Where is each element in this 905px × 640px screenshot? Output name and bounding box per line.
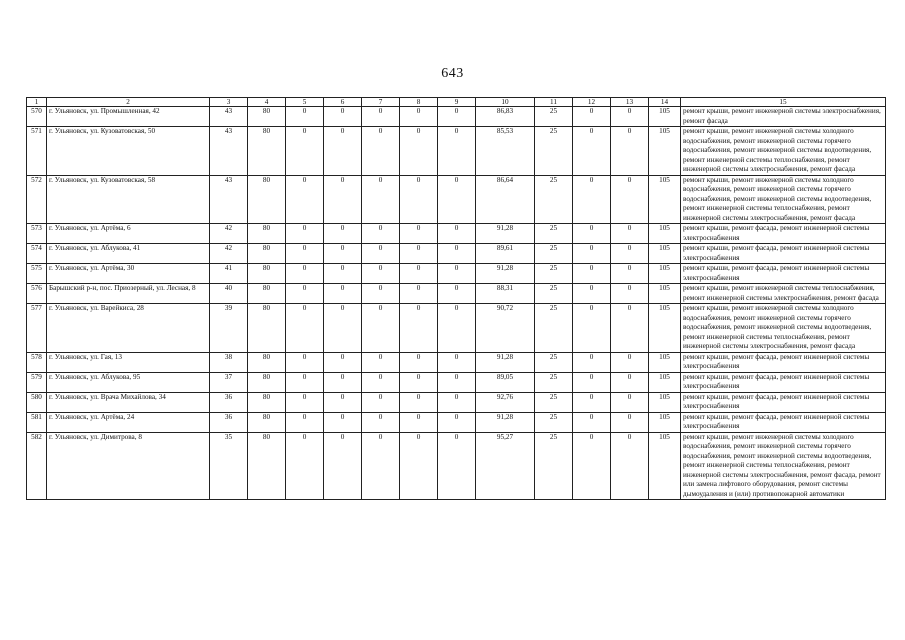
- address-cell: г. Ульяновск, ул. Аблукова, 41: [47, 244, 210, 264]
- value-cell: 0: [400, 372, 438, 392]
- value-cell: 0: [611, 284, 649, 304]
- value-cell: 80: [248, 175, 286, 224]
- value-cell: 0: [611, 372, 649, 392]
- row-number: 577: [27, 304, 47, 353]
- value-cell: 0: [324, 392, 362, 412]
- value-cell: 91,28: [476, 412, 535, 432]
- works-cell: ремонт крыши, ремонт инженерной системы холодного водоснабжения, ремонт инженерной системы горячего водоснабжения, ремонт инженерной системы водоотведения, ремонт инженерной системы теплоснабжения, ремонт инженерной системы электроснабжения, ремонт фасада, ремонт или замена лифтового оборудования, ремонт системы дымоудаления и (или) противопожарной автоматики: [681, 432, 886, 500]
- value-cell: 0: [573, 432, 611, 500]
- value-cell: 0: [438, 224, 476, 244]
- value-cell: 0: [362, 304, 400, 353]
- value-cell: 88,31: [476, 284, 535, 304]
- row-number: 580: [27, 392, 47, 412]
- repair-program-table: [26, 97, 886, 500]
- value-cell: 43: [210, 107, 248, 127]
- value-cell: 105: [649, 175, 681, 224]
- value-cell: 0: [400, 244, 438, 264]
- header-cell: 10: [476, 98, 535, 107]
- value-cell: 0: [611, 264, 649, 284]
- value-cell: 0: [362, 372, 400, 392]
- address-cell: г. Ульяновск, ул. Врача Михайлова, 34: [47, 392, 210, 412]
- value-cell: 0: [438, 412, 476, 432]
- row-number: 573: [27, 224, 47, 244]
- table-row: [27, 224, 886, 244]
- value-cell: 0: [324, 284, 362, 304]
- works-cell: ремонт крыши, ремонт фасада, ремонт инженерной системы электроснабжения: [681, 412, 886, 432]
- row-number: 579: [27, 372, 47, 392]
- header-cell: 7: [362, 98, 400, 107]
- value-cell: 36: [210, 412, 248, 432]
- value-cell: 0: [324, 432, 362, 500]
- value-cell: 37: [210, 372, 248, 392]
- value-cell: 0: [362, 432, 400, 500]
- value-cell: 105: [649, 352, 681, 372]
- value-cell: 25: [535, 107, 573, 127]
- value-cell: 80: [248, 432, 286, 500]
- value-cell: 0: [286, 127, 324, 176]
- value-cell: 0: [286, 392, 324, 412]
- value-cell: 0: [438, 127, 476, 176]
- value-cell: 25: [535, 284, 573, 304]
- value-cell: 0: [324, 224, 362, 244]
- header-cell: 12: [573, 98, 611, 107]
- value-cell: 0: [324, 352, 362, 372]
- value-cell: 25: [535, 372, 573, 392]
- value-cell: 0: [573, 372, 611, 392]
- table-row: [27, 264, 886, 284]
- header-cell: 1: [27, 98, 47, 107]
- table-body: [27, 107, 886, 500]
- header-cell: 14: [649, 98, 681, 107]
- value-cell: 43: [210, 127, 248, 176]
- row-number: 571: [27, 127, 47, 176]
- value-cell: 0: [286, 264, 324, 284]
- row-number: 578: [27, 352, 47, 372]
- value-cell: 0: [286, 432, 324, 500]
- value-cell: 39: [210, 304, 248, 353]
- address-cell: г. Ульяновск, ул. Промышленная, 42: [47, 107, 210, 127]
- value-cell: 0: [573, 127, 611, 176]
- value-cell: 0: [611, 224, 649, 244]
- table-row: [27, 304, 886, 353]
- value-cell: 0: [362, 107, 400, 127]
- value-cell: 0: [438, 304, 476, 353]
- value-cell: 80: [248, 264, 286, 284]
- header-cell: 3: [210, 98, 248, 107]
- row-number: 581: [27, 412, 47, 432]
- address-cell: г. Ульяновск, ул. Аблукова, 95: [47, 372, 210, 392]
- value-cell: 0: [400, 352, 438, 372]
- value-cell: 0: [438, 107, 476, 127]
- value-cell: 86,64: [476, 175, 535, 224]
- value-cell: 92,76: [476, 392, 535, 412]
- value-cell: 0: [400, 175, 438, 224]
- value-cell: 80: [248, 352, 286, 372]
- address-cell: г. Ульяновск, ул. Димитрова, 8: [47, 432, 210, 500]
- page-number: 643: [441, 66, 464, 81]
- value-cell: 0: [573, 284, 611, 304]
- value-cell: 80: [248, 304, 286, 353]
- value-cell: 0: [324, 175, 362, 224]
- value-cell: 0: [362, 224, 400, 244]
- value-cell: 0: [573, 244, 611, 264]
- value-cell: 35: [210, 432, 248, 500]
- value-cell: 25: [535, 412, 573, 432]
- value-cell: 0: [324, 244, 362, 264]
- value-cell: 0: [438, 284, 476, 304]
- value-cell: 42: [210, 244, 248, 264]
- value-cell: 90,72: [476, 304, 535, 353]
- value-cell: 0: [438, 392, 476, 412]
- value-cell: 0: [324, 264, 362, 284]
- value-cell: 0: [286, 352, 324, 372]
- value-cell: 80: [248, 372, 286, 392]
- header-cell: 4: [248, 98, 286, 107]
- value-cell: 0: [400, 432, 438, 500]
- address-cell: г. Ульяновск, ул. Варейкиса, 28: [47, 304, 210, 353]
- value-cell: 0: [611, 392, 649, 412]
- works-cell: ремонт крыши, ремонт фасада, ремонт инженерной системы электроснабжения: [681, 244, 886, 264]
- value-cell: 25: [535, 224, 573, 244]
- value-cell: 0: [362, 412, 400, 432]
- row-number: 570: [27, 107, 47, 127]
- value-cell: 80: [248, 127, 286, 176]
- value-cell: 0: [400, 264, 438, 284]
- value-cell: 105: [649, 304, 681, 353]
- row-number: 576: [27, 284, 47, 304]
- value-cell: 105: [649, 107, 681, 127]
- value-cell: 105: [649, 372, 681, 392]
- value-cell: 0: [573, 412, 611, 432]
- value-cell: 0: [362, 244, 400, 264]
- value-cell: 105: [649, 224, 681, 244]
- table-row: [27, 244, 886, 264]
- value-cell: 0: [286, 224, 324, 244]
- value-cell: 105: [649, 244, 681, 264]
- value-cell: 91,28: [476, 224, 535, 244]
- value-cell: 25: [535, 264, 573, 284]
- value-cell: 0: [611, 127, 649, 176]
- value-cell: 0: [286, 284, 324, 304]
- value-cell: 0: [286, 175, 324, 224]
- table-row: [27, 107, 886, 127]
- works-cell: ремонт крыши, ремонт инженерной системы теплоснабжения, ремонт инженерной системы электроснабжения, ремонт фасада: [681, 284, 886, 304]
- value-cell: 91,28: [476, 264, 535, 284]
- value-cell: 0: [611, 175, 649, 224]
- works-cell: ремонт крыши, ремонт инженерной системы электроснабжения, ремонт фасада: [681, 107, 886, 127]
- value-cell: 105: [649, 284, 681, 304]
- address-cell: г. Ульяновск, ул. Кузоватовская, 58: [47, 175, 210, 224]
- table-row: [27, 412, 886, 432]
- value-cell: 0: [573, 107, 611, 127]
- value-cell: 40: [210, 284, 248, 304]
- value-cell: 42: [210, 224, 248, 244]
- value-cell: 0: [438, 264, 476, 284]
- value-cell: 0: [400, 284, 438, 304]
- value-cell: 80: [248, 224, 286, 244]
- address-cell: г. Ульяновск, ул. Гая, 13: [47, 352, 210, 372]
- works-cell: ремонт крыши, ремонт фасада, ремонт инженерной системы электроснабжения: [681, 264, 886, 284]
- value-cell: 80: [248, 392, 286, 412]
- value-cell: 105: [649, 412, 681, 432]
- works-cell: ремонт крыши, ремонт фасада, ремонт инженерной системы электроснабжения: [681, 392, 886, 412]
- value-cell: 43: [210, 175, 248, 224]
- value-cell: 25: [535, 175, 573, 224]
- works-cell: ремонт крыши, ремонт инженерной системы холодного водоснабжения, ремонт инженерной системы горячего водоснабжения, ремонт инженерной системы водоотведения, ремонт инженерной системы теплоснабжения, ремонт инженерной системы электроснабжения, ремонт фасада: [681, 304, 886, 353]
- value-cell: 0: [400, 304, 438, 353]
- value-cell: 0: [362, 264, 400, 284]
- row-number: 572: [27, 175, 47, 224]
- value-cell: 0: [400, 392, 438, 412]
- works-cell: ремонт крыши, ремонт фасада, ремонт инженерной системы электроснабжения: [681, 372, 886, 392]
- value-cell: 36: [210, 392, 248, 412]
- address-cell: г. Ульяновск, ул. Артёма, 24: [47, 412, 210, 432]
- address-cell: Барышский р-н, пос. Приозерный, ул. Лесная, 8: [47, 284, 210, 304]
- works-cell: ремонт крыши, ремонт инженерной системы холодного водоснабжения, ремонт инженерной системы горячего водоснабжения, ремонт инженерной системы водоотведения, ремонт инженерной системы теплоснабжения, ремонт инженерной системы электроснабжения, ремонт фасада: [681, 175, 886, 224]
- value-cell: 91,28: [476, 352, 535, 372]
- table-row: [27, 392, 886, 412]
- value-cell: 0: [611, 244, 649, 264]
- value-cell: 0: [573, 175, 611, 224]
- value-cell: 0: [400, 224, 438, 244]
- works-cell: ремонт крыши, ремонт фасада, ремонт инженерной системы электроснабжения: [681, 352, 886, 372]
- value-cell: 25: [535, 352, 573, 372]
- value-cell: 80: [248, 412, 286, 432]
- row-number: 575: [27, 264, 47, 284]
- header-cell: 2: [47, 98, 210, 107]
- value-cell: 95,27: [476, 432, 535, 500]
- table-row: [27, 175, 886, 224]
- value-cell: 0: [438, 432, 476, 500]
- table-row: [27, 372, 886, 392]
- header-row: [27, 98, 886, 107]
- value-cell: 0: [286, 372, 324, 392]
- value-cell: 0: [611, 432, 649, 500]
- value-cell: 0: [362, 175, 400, 224]
- header-cell: 11: [535, 98, 573, 107]
- value-cell: 25: [535, 304, 573, 353]
- value-cell: 0: [362, 352, 400, 372]
- value-cell: 0: [611, 304, 649, 353]
- value-cell: 25: [535, 432, 573, 500]
- value-cell: 0: [286, 107, 324, 127]
- value-cell: 89,61: [476, 244, 535, 264]
- value-cell: 80: [248, 284, 286, 304]
- value-cell: 105: [649, 432, 681, 500]
- value-cell: 0: [438, 372, 476, 392]
- works-cell: ремонт крыши, ремонт фасада, ремонт инженерной системы электроснабжения: [681, 224, 886, 244]
- row-number: 574: [27, 244, 47, 264]
- value-cell: 0: [362, 127, 400, 176]
- value-cell: 0: [324, 107, 362, 127]
- value-cell: 0: [286, 412, 324, 432]
- value-cell: 89,05: [476, 372, 535, 392]
- value-cell: 80: [248, 244, 286, 264]
- value-cell: 0: [324, 127, 362, 176]
- table-row: [27, 432, 886, 500]
- value-cell: 105: [649, 127, 681, 176]
- header-cell: 8: [400, 98, 438, 107]
- value-cell: 0: [324, 304, 362, 353]
- value-cell: 25: [535, 392, 573, 412]
- value-cell: 0: [611, 412, 649, 432]
- value-cell: 25: [535, 244, 573, 264]
- value-cell: 0: [362, 392, 400, 412]
- header-cell: 15: [681, 98, 886, 107]
- address-cell: г. Ульяновск, ул. Кузоватовская, 50: [47, 127, 210, 176]
- value-cell: 105: [649, 264, 681, 284]
- value-cell: 86,83: [476, 107, 535, 127]
- value-cell: 0: [611, 107, 649, 127]
- value-cell: 25: [535, 127, 573, 176]
- value-cell: 105: [649, 392, 681, 412]
- header-cell: 6: [324, 98, 362, 107]
- value-cell: 80: [248, 107, 286, 127]
- row-number: 582: [27, 432, 47, 500]
- value-cell: 0: [286, 304, 324, 353]
- value-cell: 0: [611, 352, 649, 372]
- address-cell: г. Ульяновск, ул. Артёма, 30: [47, 264, 210, 284]
- table-row: [27, 127, 886, 176]
- value-cell: 0: [438, 175, 476, 224]
- value-cell: 0: [573, 392, 611, 412]
- value-cell: 0: [400, 107, 438, 127]
- value-cell: 0: [400, 127, 438, 176]
- header-cell: 9: [438, 98, 476, 107]
- value-cell: 41: [210, 264, 248, 284]
- value-cell: 0: [286, 244, 324, 264]
- value-cell: 0: [573, 304, 611, 353]
- works-cell: ремонт крыши, ремонт инженерной системы холодного водоснабжения, ремонт инженерной системы горячего водоснабжения, ремонт инженерной системы водоотведения, ремонт инженерной системы теплоснабжения, ремонт инженерной системы электроснабжения, ремонт фасада: [681, 127, 886, 176]
- value-cell: 0: [324, 412, 362, 432]
- value-cell: 0: [438, 352, 476, 372]
- value-cell: 0: [362, 284, 400, 304]
- value-cell: 85,53: [476, 127, 535, 176]
- value-cell: 0: [573, 352, 611, 372]
- value-cell: 0: [324, 372, 362, 392]
- value-cell: 0: [438, 244, 476, 264]
- address-cell: г. Ульяновск, ул. Артёма, 6: [47, 224, 210, 244]
- value-cell: 0: [573, 224, 611, 244]
- header-cell: 5: [286, 98, 324, 107]
- value-cell: 0: [400, 412, 438, 432]
- header-cell: 13: [611, 98, 649, 107]
- value-cell: 0: [573, 264, 611, 284]
- table-row: [27, 352, 886, 372]
- table-row: [27, 284, 886, 304]
- value-cell: 38: [210, 352, 248, 372]
